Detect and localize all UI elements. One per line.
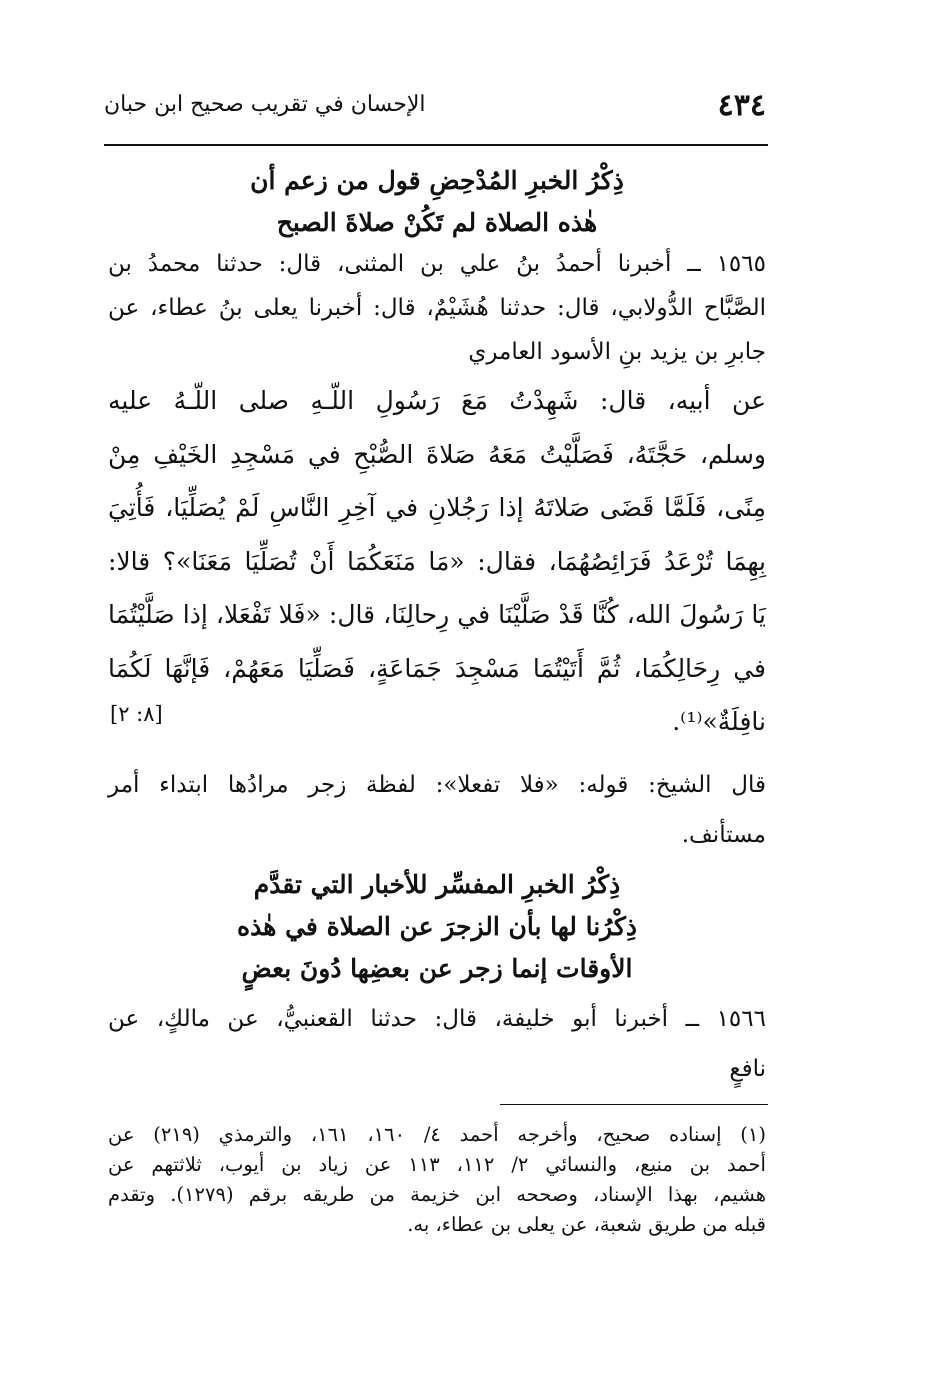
note-line: مستأنف. [681,822,766,848]
isnad-line: نافعٍ [729,1056,766,1082]
hadith-1565-isnad [108,242,766,374]
footnote-line: قبله من طريق شعبة، عن يعلى بن عطاء، به. [407,1213,766,1236]
isnad-line: ١٥٦٥ ــ أخبرنا أحمدُ بنُ علي بن المثنى، قال: حدثنا محمدُ بن [108,251,766,277]
footnote [108,1120,766,1240]
matn-line: وسلم، حَجَّتَهُ، فَصَلَّيْتُ مَعَهُ صَلاةَ الصُّبْحِ في مَسْجِدِ الخَيْفِ مِنْ [108,439,766,469]
matn-line: نافِلَةٌ»⁽¹⁾. [672,707,766,736]
chapter-heading-2 [108,864,766,990]
hadith-1565-matn [108,374,766,749]
matn-line: يَا رَسُولَ الله، كُنَّا قَدْ صَلَّيْنَا في رِحالِنَا، قال: «فَلا تَفْعَلا، إذا صَلَّيْتُمَا [108,600,766,629]
heading-line: الأوقات إنما زجر عن بعضِها دُونَ بعضٍ [241,954,633,983]
isnad-line: ١٥٦٦ ــ أخبرنا أبو خليفة، قال: حدثنا القعنبيُّ، عن مالكٍ، عن [108,1006,766,1032]
isnad-line: الصَّبَّاح الدُّولابي، قال: حدثنا هُشَيْمٌ، قال: أخبرنا يعلى بنُ عطاء، عن [108,295,766,321]
note-line: قال الشيخ: قوله: «فلا تفعلا»: لفظة زجر مرادُها ابتداء أمر [108,772,766,798]
chapter-heading-1 [108,160,766,244]
heading-line: ذِكْرُ الخبرِ المُدْحِضِ قول من زعم أن [250,166,624,195]
page-number: ٤٣٤ [717,88,766,123]
hadith-1566 [108,994,766,1094]
matn-line: مِنًى، فَلَمَّا قَضَى صَلاتَهُ إذا رَجُلانِ في آخِرِ النَّاسِ لَمْ يُصَلِّيَا، فَأُتِيَ [108,493,766,522]
matn-line: بِهِمَا تُرْعَدُ فَرَائِصُهُمَا، فقال: «مَا مَنَعَكُمَا أَنْ تُصَلِّيَا مَعَنَا»؟ قالا: [108,546,766,576]
matn-line: عن أبيه، قال: شَهِدْتُ مَعَ رَسُولِ اللّـهِ صلى اللّـهُ عليه [108,386,766,415]
heading-line: ذِكْرُنا لها بأن الزجرَ عن الصلاة في هٰذه [236,912,638,941]
footnote-line: (١) إسناده صحيح، وأخرجه أحمد ٤/ ١٦٠، ١٦١، والترمذي (٢١٩) عن [108,1123,766,1146]
page-header [104,88,766,132]
heading-line: هٰذه الصلاة لم تَكُنْ صلاةَ الصبح [276,208,598,237]
hadith-reference: [٨: ٢] [110,702,163,726]
footnote-divider [500,1104,768,1105]
running-title: الإحسان في تقريب صحيح ابن حبان [104,92,426,117]
footnote-line: هشيم، بهذا الإسناد، وصححه ابن خزيمة من طريقه برقم (١٢٧٩). وتقدم [108,1183,766,1206]
footnote-line: أحمد بن منيع، والنسائي ٢/ ١١٢، ١١٣ عن زياد بن أيوب، ثلاثتهم عن [108,1153,766,1176]
header-divider [104,144,768,146]
heading-line: ذِكْرُ الخبرِ المفسِّر للأخبار التي تقدَّم [253,870,621,899]
matn-line: في رِحَالِكُمَا، ثُمَّ أَتَيْتُمَا مَسْجِدَ جَمَاعَةٍ، فَصَلِّيَا مَعَهُمْ، فَإنَّهَا لَكُمَا [108,653,766,683]
sheikh-note [108,760,766,860]
isnad-line: جابرِ بن يزيد بنِ الأسود العامري [468,339,766,365]
